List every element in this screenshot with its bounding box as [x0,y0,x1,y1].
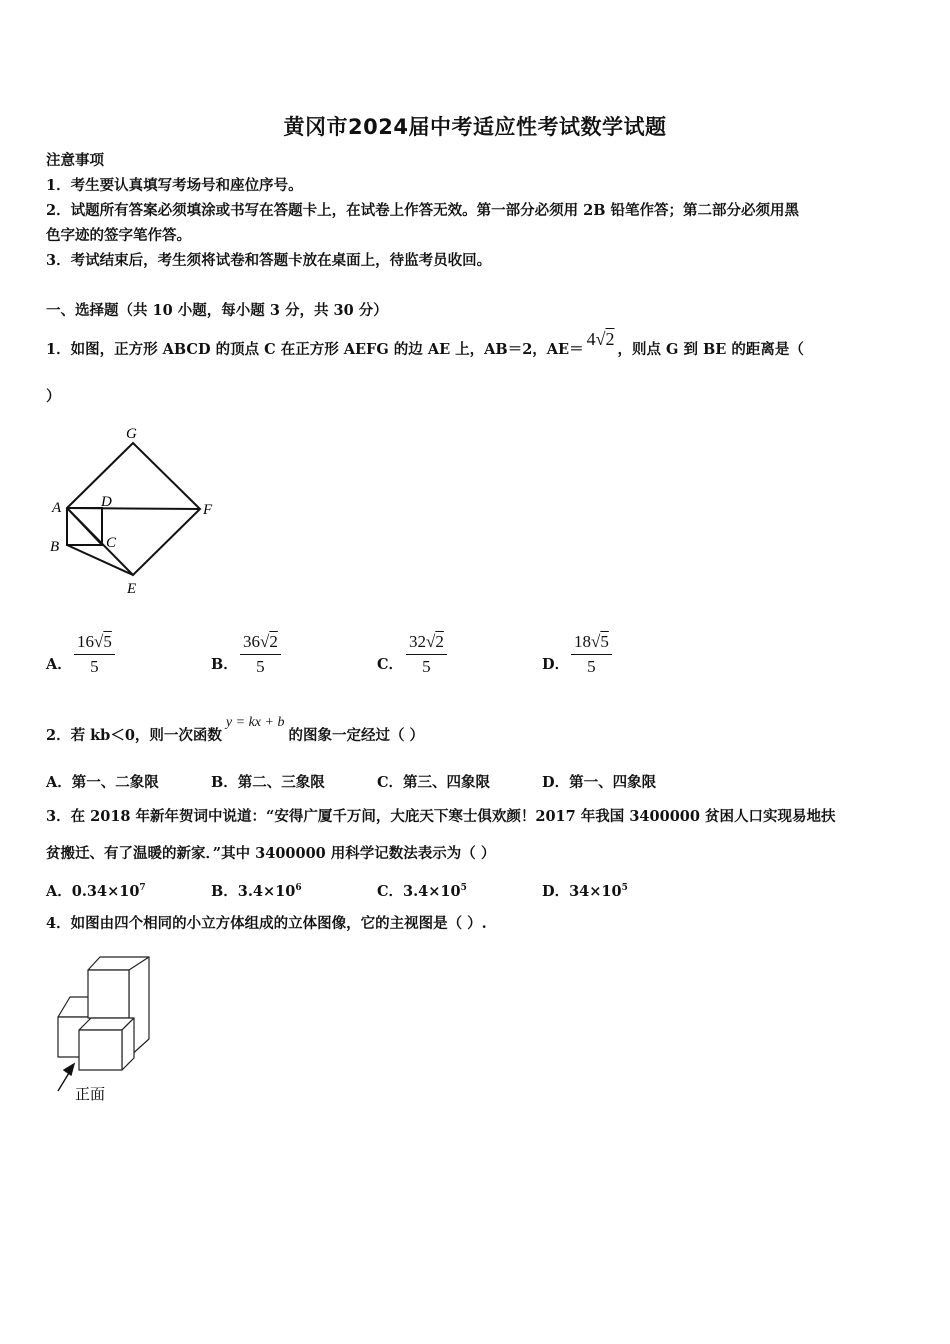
segment-be [67,545,133,575]
q1-text-before: 1．如图，正方形 ABCD 的顶点 C 在正方形 AEFG 的边 AE 上，AB＝2，AE＝ [46,341,584,358]
q1-option-b-label: B． [211,656,238,673]
q4-stem: 4．如图由四个相同的小立方体组成的立体图像，它的主视图是（ ）. [46,915,487,932]
q2-option-c: C．第三、四象限 [377,774,491,791]
q3-option-a: A．$0.34\times 10^7$ [46,883,146,900]
label-f: F [203,502,213,518]
label-e: E [127,581,137,597]
q3-option-d: D．$34\times 10^5$ [542,883,628,900]
notice-item-1: 1．考生要认真填写考场号和座位序号。 [46,177,303,194]
segment-ac [67,508,102,545]
q2-option-a: A．第一、二象限 [46,774,159,791]
section-heading: 一、选择题（共 10 小题，每小题 3 分，共 30 分） [46,302,388,319]
q3-option-b: B．$3.4\times 10^6$ [211,883,302,900]
q1-option-d-value: $\frac{18√5}{5}$ [571,632,612,677]
notice-heading: 注意事项 [46,152,104,169]
q1-option-a-label: A． [46,656,72,673]
label-a: A [52,500,62,516]
q1-text-after: ，则点 G 到 BE 的距离是（ [617,341,804,358]
q4-cube-figure [50,950,170,1110]
notice-item-2-cont: 色字迹的签字笔作答。 [46,227,191,244]
q2-text-after: 的图象一定经过（ ） [288,727,425,744]
q1-option-c-value: $\frac{32√2}{5}$ [406,632,447,677]
q3-line-2: 贫搬迁、有了温暖的新家．”其中 3400000 用科学记数法表示为（ ） [46,845,496,862]
page-title: 黄冈市2024届中考适应性考试数学试题 [283,115,667,139]
q1-paren-close: ） [46,388,61,405]
label-b: B [50,539,60,555]
notice-item-2: 2．试题所有答案必须填涂或书写在答题卡上，在试卷上作答无效。第一部分必须用 2B 铅笔作答；第二部分必须用黑 [46,202,800,219]
q4-front-label: 正面 [75,1085,106,1103]
q1-option-d-label: D． [542,656,570,673]
label-g: G [126,426,137,442]
q1-option-b-value: $\frac{36√2}{5}$ [240,632,281,677]
q2-text-before: 2．若 kb＜0，则一次函数 [46,727,222,744]
q1-option-a-value: $\frac{16√5}{5}$ [74,632,115,677]
label-d: D [101,494,112,510]
notice-item-3: 3．考试结束后，考生须将试卷和答题卡放在桌面上，待监考员收回。 [46,252,492,269]
q2-formula: y = kx + b [225,715,285,730]
q2-option-b: B．第二、三象限 [211,774,325,791]
q1-stem [46,329,804,360]
q3-option-c: C．$3.4\times 10^5$ [377,883,467,900]
q2-option-d: D．第一、四象限 [542,774,657,791]
label-c: C [106,535,117,551]
q1-ae-value: 4√2 [586,329,615,349]
q1-figure [40,420,230,600]
q3-line-1: 3．在 2018 年新年贺词中说道：“安得广厦千万间，大庇天下寒士俱欢颜！2017 年我国 3400000 贫困人口实现易地扶 [46,808,836,825]
q1-option-c-label: C． [377,656,404,673]
q2-stem [46,715,425,747]
